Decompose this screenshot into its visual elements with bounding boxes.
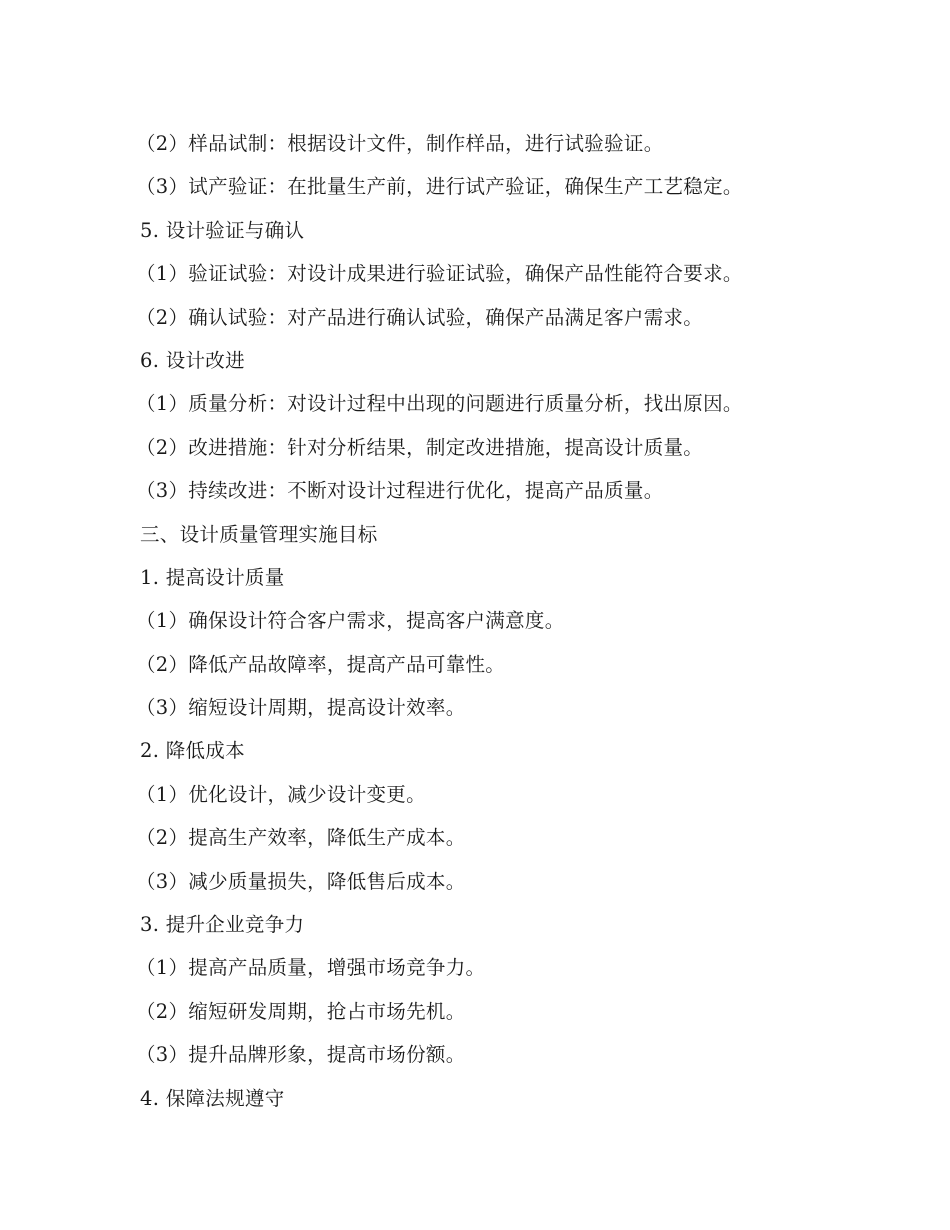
list-item: （2）降低产品故障率，提高产品可靠性。 (136, 652, 506, 676)
list-item: （1）确保设计符合客户需求，提高客户满意度。 (136, 609, 565, 633)
list-item: （3）持续改进：不断对设计过程进行优化，提高产品质量。 (136, 479, 664, 503)
section-heading: 2. 降低成本 (140, 739, 245, 763)
list-item: （3）提升品牌形象，提高市场份额。 (136, 1043, 466, 1067)
section-heading: 3. 提升企业竞争力 (140, 913, 305, 937)
document-body (136, 122, 840, 1120)
section-heading: 5. 设计验证与确认 (140, 218, 305, 242)
chapter-heading: 三、设计质量管理实施目标 (140, 522, 378, 546)
list-item: （2）确认试验：对产品进行确认试验，确保产品满足客户需求。 (136, 305, 704, 329)
list-item: （2）提高生产效率，降低生产成本。 (136, 826, 466, 850)
section-heading: 6. 设计改进 (140, 348, 245, 372)
section-heading: 4. 保障法规遵守 (140, 1086, 285, 1110)
list-item: （3）试产验证：在批量生产前，进行试产验证，确保生产工艺稳定。 (136, 175, 743, 199)
list-item: （2）样品试制：根据设计文件，制作样品，进行试验验证。 (136, 132, 664, 155)
list-item: （1）质量分析：对设计过程中出现的问题进行质量分析，找出原因。 (136, 392, 743, 416)
list-item: （1）验证试验：对设计成果进行验证试验，确保产品性能符合要求。 (136, 262, 743, 286)
list-item: （2）缩短研发周期，抢占市场先机。 (136, 999, 466, 1023)
list-item: （1）优化设计，减少设计变更。 (136, 782, 426, 806)
list-item: （3）缩短设计周期，提高设计效率。 (136, 696, 466, 720)
list-item: （3）减少质量损失，降低售后成本。 (136, 869, 466, 893)
section-heading: 1. 提高设计质量 (140, 565, 285, 589)
list-item: （2）改进措施：针对分析结果，制定改进措施，提高设计质量。 (136, 435, 704, 459)
list-item: （1）提高产品质量，增强市场竞争力。 (136, 956, 486, 980)
